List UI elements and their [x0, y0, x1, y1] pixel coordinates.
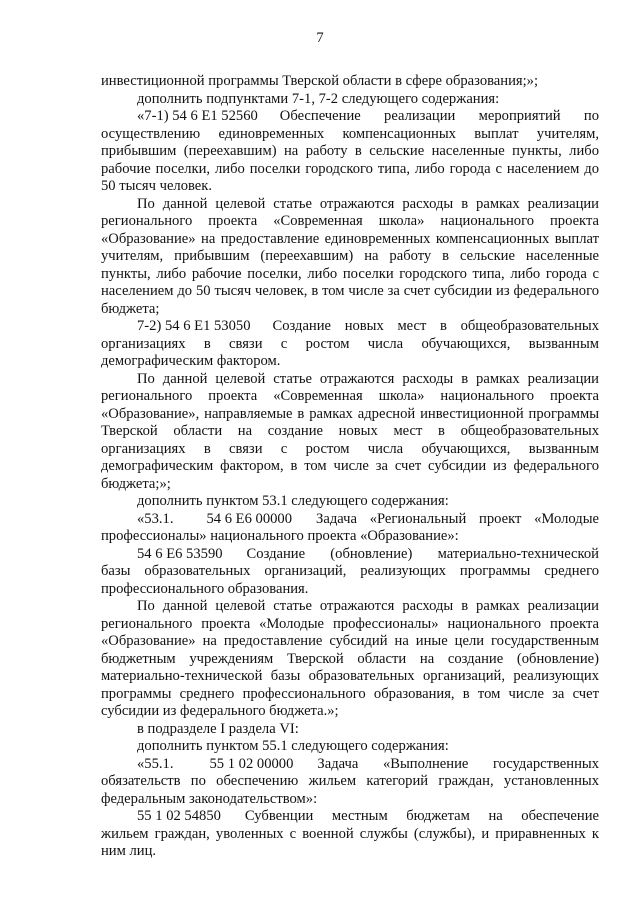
item-54850-heading — [101, 808, 599, 826]
paragraph-expenses-teacher-payments: По данной целевой статье отражаются расходы в рамках реализации регионального проекта «Современная школа» национального проекта «Образование» на предоставление единовременных компенсационных выплат учителям, прибывшим (переехавшим) на работу в сельские населенные пункты, либо рабочие поселки, либо поселки городского типа, либо города с населением до 50 тысяч человек, в том числе за счет субсидии из федерального бюджета; — [101, 195, 599, 317]
item-54850-text: жильем граждан, уволенных с военной службы (службы), и приравненных к ним лиц. — [101, 825, 599, 859]
paragraph-expenses-young-professionals: По данной целевой статье отражаются расходы в рамках реализации регионального проекта «Молодые профессионалы» национального проекта «Образование» на предоставление субсидий на иные цели государственным бюджетным учреждениям Тверской области на создание (обновление) материально-технической базы образовательных организаций, реализующих программы среднего профессионального образования, в том числе за счет субсидии из федерального бюджета.»; — [101, 598, 599, 719]
item-7-2-text: организациях в связи с ростом числа обучающихся, вызванным демографическим фактором. — [101, 335, 599, 369]
document-body — [101, 73, 599, 861]
paragraph-add-subitems-7: дополнить подпунктами 7-1, 7-2 следующего содержания: — [137, 90, 500, 107]
item-55-1-number: «55.1. — [137, 755, 174, 772]
item-53590-text: базы образовательных организаций, реализующих программы среднего профессионального образования. — [101, 563, 599, 597]
item-53-1-lead: Задача «Региональный проект «Молодые — [316, 510, 599, 527]
item-55-1 — [101, 756, 599, 809]
item-7-2-heading — [101, 318, 599, 336]
item-7-2-code: 7-2) 54 6 E1 53050 — [137, 318, 251, 334]
item-54850-code: 55 1 02 54850 — [137, 808, 221, 824]
paragraph-add-item-53-1: дополнить пунктом 53.1 следующего содержания: — [137, 493, 449, 509]
item-7-1 — [101, 108, 599, 196]
item-53-1 — [101, 511, 599, 546]
paragraph-add-item-55-1: дополнить пунктом 55.1 следующего содержания: — [137, 738, 449, 754]
item-53-1-number: «53.1. — [137, 510, 174, 527]
paragraph-investment-program: инвестиционной программы Тверской области в сфере образования;»; — [101, 73, 539, 89]
item-53-1-heading — [101, 511, 599, 529]
item-7-1-lead: Обеспечение реализации мероприятий по — [279, 108, 599, 124]
paragraph-subsection-i-section-vi: в подразделе I раздела VI: — [137, 720, 299, 737]
item-54850-lead: Субвенции местным бюджетам на обеспечение — [244, 808, 599, 824]
item-53590-code: 54 6 E6 53590 — [137, 545, 223, 562]
item-55-1-heading — [101, 756, 599, 774]
item-53590-heading — [101, 546, 599, 564]
paragraph-expenses-new-school-places: По данной целевой статье отражаются расходы в рамках реализации регионального проекта «Современная школа» национального проекта «Образование», направляемые в рамках адресной инвестиционной программы Тверской области на создание новых мест в общеобразовательных организациях в связи с ростом числа обучающихся, вызванным демографическим фактором, в том числе за счет субсидии из федерального бюджета;»; — [101, 370, 599, 492]
item-7-2 — [101, 318, 599, 371]
item-7-1-text: осуществлению единовременных компенсационных выплат учителям, прибывшим (переехавшим) на работу в сельские населенные пункты, либо рабочие поселки, либо поселки городского типа, либо города с населением до 50 тысяч человек. — [101, 125, 599, 194]
item-53-1-code: 54 6 E6 00000 — [206, 510, 293, 527]
item-55-1-02-54850 — [101, 808, 599, 861]
item-55-1-text: обязательств по обеспечению жильем категорий граждан, установленных федеральным законодательством»: — [101, 773, 599, 807]
item-55-1-code: 55 1 02 00000 — [209, 755, 294, 772]
item-7-2-lead: Создание новых мест в общеобразовательных — [272, 318, 599, 334]
page-number: 7 — [316, 30, 324, 46]
item-7-1-code: «7-1) 54 6 E1 52560 — [137, 108, 258, 124]
item-53590-lead: Создание (обновление) материально-технической — [246, 545, 599, 562]
item-55-1-lead: Задача «Выполнение государственных — [317, 755, 599, 772]
item-53-1-text: профессионалы» национального проекта «Образование»: — [101, 528, 459, 544]
item-54-6-e6-53590 — [101, 546, 599, 599]
item-7-1-heading — [101, 108, 599, 126]
